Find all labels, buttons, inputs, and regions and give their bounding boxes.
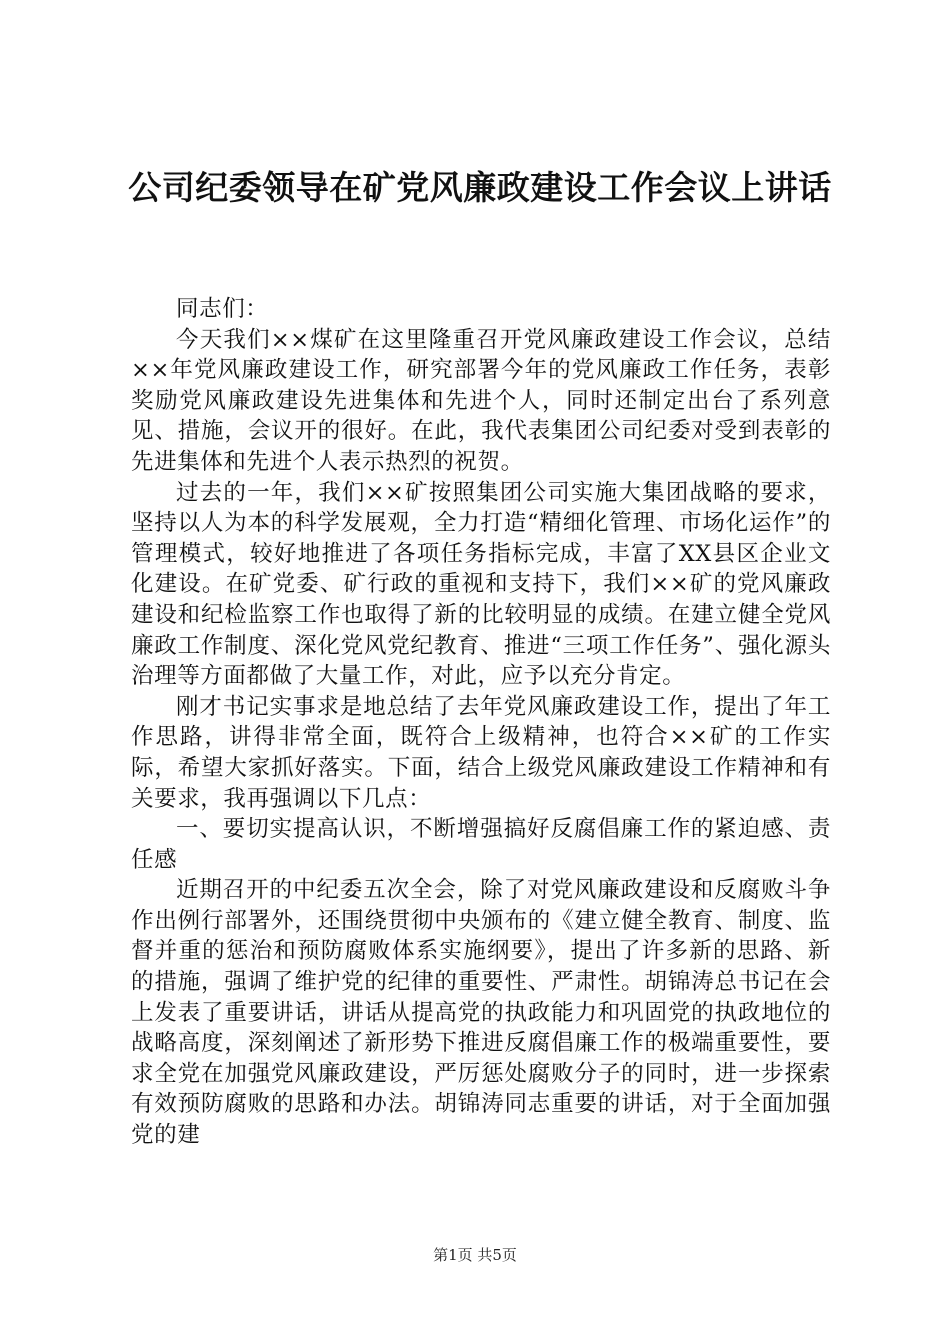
- document-title: 公司纪委领导在矿党风廉政建设工作会议上讲话: [128, 168, 832, 207]
- page-footer: 第1页 共5页: [433, 1246, 517, 1264]
- salutation: 同志们：: [176, 296, 269, 322]
- paragraph-2: 过去的一年，我们××矿按照集团公司实施大集团战略的要求，坚持以人为本的科学发展观，全力打造“精细化管理、市场化运作”的管理模式，较好地推进了各项任务指标完成，丰富了XX县区企业文化建设。在矿党委、矿行政的重视和支持下，我们××矿的党风廉政建设和纪检监察工作也取得了新的比较明显的成绩。在建立健全党风廉政工作制度、深化党风党纪教育、推进“三项工作任务”、强化源头治理等方面都做了大量工作，对此，应予以充分肯定。: [131, 479, 831, 690]
- document-body: [131, 294, 831, 1151]
- paragraph-3: 刚才书记实事求是地总结了去年党风廉政建设工作，提出了年工作思路，讲得非常全面，既符合上级精神，也符合××矿的工作实际，希望大家抓好落实。下面，结合上级党风廉政建设工作精神和有关要求，我再强调以下几点：: [131, 693, 831, 812]
- section-heading-1: 一、要切实提高认识，不断增强搞好反腐倡廉工作的紧迫感、责任感: [131, 816, 831, 873]
- paragraph-1: 今天我们××煤矿在这里隆重召开党风廉政建设工作会议，总结××年党风廉政建设工作，研究部署今年的党风廉政工作任务，表彰奖励党风廉政建设先进集体和先进个人，同时还制定出台了系列意见、措施，会议开的很好。在此，我代表集团公司纪委对受到表彰的先进集体和先进个人表示热烈的祝贺。: [131, 326, 831, 475]
- paragraph-4: 近期召开的中纪委五次全会，除了对党风廉政建设和反腐败斗争作出例行部署外，还围绕贯彻中央颁布的《建立健全教育、制度、监督并重的惩治和预防腐败体系实施纲要》，提出了许多新的思路、新的措施，强调了维护党的纪律的重要性、严肃性。胡锦涛总书记在会上发表了重要讲话，讲话从提高党的执政能力和巩固党的执政地位的战略高度，深刻阐述了新形势下推进反腐倡廉工作的极端重要性，要求全党在加强党风廉政建设，严厉惩处腐败分子的同时，进一步探索有效预防腐败的思路和办法。胡锦涛同志重要的讲话，对于全面加强党的建: [131, 877, 831, 1149]
